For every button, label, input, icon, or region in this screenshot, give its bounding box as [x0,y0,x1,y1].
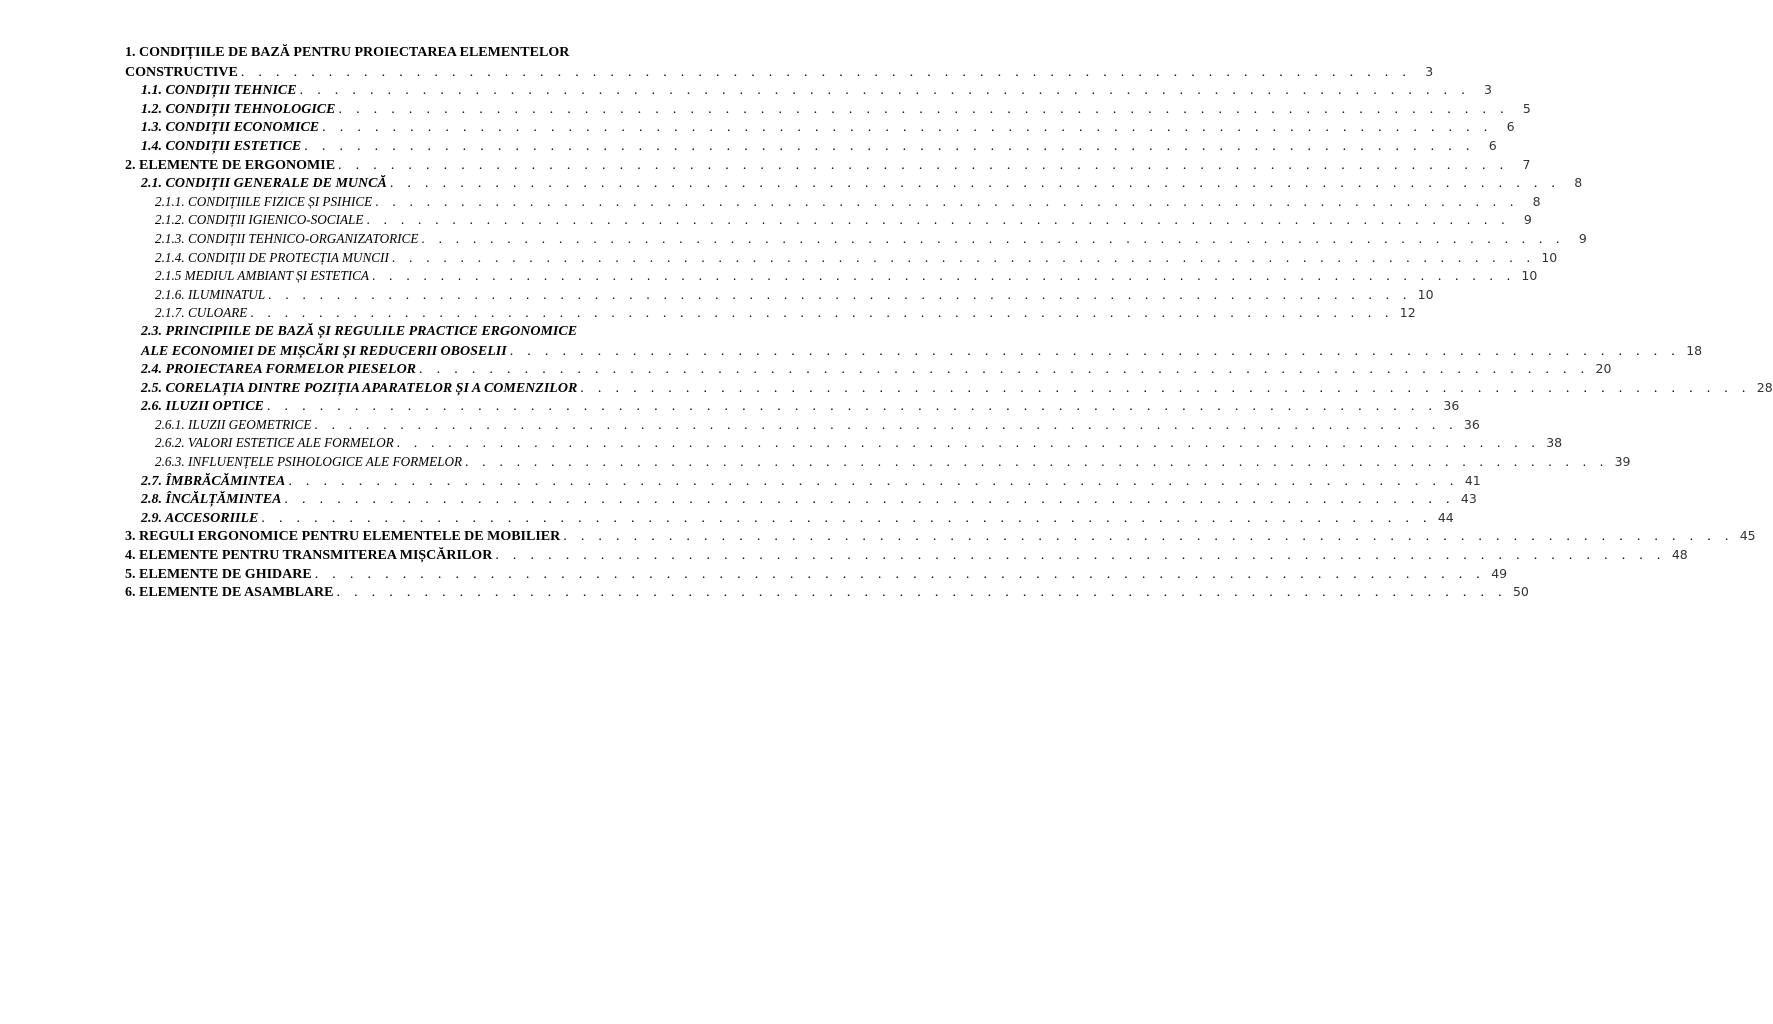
toc-entry-label: 2.6.2. VALORI ESTETICE ALE FORMELOR [155,435,394,451]
page-number: 6 [1488,137,1497,153]
dot-leader: . . . . . . . . . . . . . . . . . . . . . . . . . . . . . . . . . . . . . . . . . . . . . . . . . . . . . . . . . . . . . . . . . . . [391,249,1536,265]
toc-entry-label: 2. ELEMENTE DE ERGONOMIE [125,157,336,173]
page-number: 10 [1417,286,1434,302]
toc-entry-label: 2.1. CONDIȚII GENERALE DE MUNCĂ [141,176,387,192]
toc-entry[interactable] [125,546,1688,565]
toc-entry-label: 2.1.5 MEDIUL AMBIANT ȘI ESTETICA [155,268,369,284]
dot-leader: . . . . . . . . . . . . . . . . . . . . . . . . . . . . . . . . . . . . . . . . . . . . . . . . . . . . . . . . . . . . . . . . . . . [371,268,1516,284]
toc-entry-label: 2.4. PROIECTAREA FORMELOR PIESELOR [141,362,417,378]
toc-entry[interactable] [125,379,1773,398]
page-number: 9 [1523,212,1532,228]
page-number: 8 [1574,175,1583,191]
toc-entry[interactable] [125,174,1583,193]
page-number: 3 [1484,82,1492,98]
dot-leader: . . . . . . . . . . . . . . . . . . . . . . . . . . . . . . . . . . . . . . . . . . . . . . . . . . . . . . . . . . . . . . . . . . . [284,492,1455,508]
toc-entry-label: CONSTRUCTIVE [125,64,238,80]
page-number: 9 [1578,230,1587,246]
toc-entry-label: 2.1.3. CONDIȚII TEHNICO-ORGANIZATORICE [155,230,419,246]
dot-leader: . . . . . . . . . . . . . . . . . . . . . . . . . . . . . . . . . . . . . . . . . . . . . . . . . . . . . . . . . . . . . . . . . . . [314,566,1486,582]
dot-leader: . . . . . . . . . . . . . . . . . . . . . . . . . . . . . . . . . . . . . . . . . . . . . . . . . . . . . . . . . . . . . . . . . . . [366,212,1510,228]
page-number: 6 [1506,119,1515,135]
toc-entry-label: 3. REGULI ERGONOMICE PENTRU ELEMENTELE DE MOBILIER [125,529,561,545]
dot-leader: . . . . . . . . . . . . . . . . . . . . . . . . . . . . . . . . . . . . . . . . . . . . . . . . . . . . . . . . . . . . . . . . . . . [421,230,1565,246]
toc-entry-label: 1.2. CONDIȚII TEHNOLOGICE [141,101,336,117]
toc-entry[interactable] [125,565,1508,584]
page-number: 8 [1532,193,1541,209]
toc-entry[interactable] [125,490,1477,509]
dot-leader: . . . . . . . . . . . . . . . . . . . . . . . . . . . . . . . . . . . . . . . . . . . . . . . . . . . . . . . . . . . . . . . . . . . [338,101,1509,117]
dot-leader: . . . . . . . . . . . . . . . . . . . . . . . . . . . . . . . . . . . . . . . . . . . . . . . . . . . . . . . . . . . . . . . . . . . [299,83,1470,99]
dot-leader: . . . . . . . . . . . . . . . . . . . . . . . . . . . . . . . . . . . . . . . . . . . . . . . . . . . . . . . . . . . . . . . . . . . [322,120,1493,136]
page-number: 10 [1541,249,1558,265]
dot-leader: . . . . . . . . . . . . . . . . . . . . . . . . . . . . . . . . . . . . . . . . . . . . . . . . . . . . . . . . . . . . . . . . . . . [419,362,1590,378]
toc-entry-label: 1.1. CONDIȚII TEHNICE [141,83,297,99]
page-number: 39 [1614,454,1631,470]
dot-leader: . . . . . . . . . . . . . . . . . . . . . . . . . . . . . . . . . . . . . . . . . . . . . . . . . . . . . . . . . . . . . . . . . . . [336,585,1507,601]
page-number: 41 [1464,472,1481,488]
page-number: 38 [1546,435,1563,451]
toc-entry[interactable] [125,434,1563,453]
toc-entry[interactable] [125,193,1541,212]
dot-leader: . . . . . . . . . . . . . . . . . . . . . . . . . . . . . . . . . . . . . . . . . . . . . . . . . . . . . . . . . . . . . . . . . . . [389,176,1561,192]
toc-entry[interactable] [125,304,1416,323]
toc-entry-label: 1.4. CONDIȚII ESTETICE [141,138,302,154]
toc-entry-label: 2.6. ILUZII OPTICE [141,399,264,415]
toc-entry[interactable] [125,63,1434,82]
page-number: 36 [1443,398,1460,414]
toc-entry-label: 5. ELEMENTE DE GHIDARE [125,566,312,582]
dot-leader: . . . . . . . . . . . . . . . . . . . . . . . . . . . . . . . . . . . . . . . . . . . . . . . . . . . . . . . . . . . . . . . . . . . [495,548,1666,564]
dot-leader: . . . . . . . . . . . . . . . . . . . . . . . . . . . . . . . . . . . . . . . . . . . . . . . . . . . . . . . . . . . . . . . . . . . [314,416,1458,432]
toc-entry-label: 2.5. CORELAȚIA DINTRE POZIȚIA APARATELOR ȘI A COMENZILOR [141,380,578,396]
page-number: 18 [1686,342,1703,358]
toc-entry[interactable] [125,397,1460,416]
toc-entry-label: 2.1.4. CONDIȚII DE PROTECȚIA MUNCII [155,249,389,265]
dot-leader: . . . . . . . . . . . . . . . . . . . . . . . . . . . . . . . . . . . . . . . . . . . . . . . . . . . . . . . . . . . . . . . . . . . [288,473,1459,489]
dot-leader: . . . . . . . . . . . . . . . . . . . . . . . . . . . . . . . . . . . . . . . . . . . . . . . . . . . . . . . . . . . . . . . . . . . [338,157,1509,173]
dot-leader: . . . . . . . . . . . . . . . . . . . . . . . . . . . . . . . . . . . . . . . . . . . . . . . . . . . . . . . . . . . . . . . . . . . [261,510,1432,526]
page-number: 49 [1491,565,1508,581]
dot-leader: . . . . . . . . . . . . . . . . . . . . . . . . . . . . . . . . . . . . . . . . . . . . . . . . . . . . . . . . . . . . . . . . . . . [396,435,1541,451]
toc-entry-label: 2.1.7. CULOARE [155,305,248,321]
dot-leader: . . . . . . . . . . . . . . . . . . . . . . . . . . . . . . . . . . . . . . . . . . . . . . . . . . . . . . . . . . . . . . . . . . . [304,138,1475,154]
toc-entry[interactable] [125,453,1631,472]
toc-entry[interactable] [125,156,1531,175]
toc-entry-label: 6. ELEMENTE DE ASAMBLARE [125,585,334,601]
toc-entry[interactable] [125,118,1515,137]
toc-entry-label-line: 1. CONDIȚIILE DE BAZĂ PENTRU PROIECTAREA ELEMENTELOR [125,45,570,60]
toc-entry-label: ALE ECONOMIEI DE MIȘCĂRI ȘI REDUCERII OBOSELII [141,343,507,359]
page-number: 10 [1521,268,1538,284]
page-number: 3 [1425,63,1434,79]
toc-entry-label: 2.6.3. INFLUENȚELE PSIHOLOGICE ALE FORMELOR [155,454,463,470]
toc-entry[interactable] [125,342,1703,361]
dot-leader: . . . . . . . . . . . . . . . . . . . . . . . . . . . . . . . . . . . . . . . . . . . . . . . . . . . . . . . . . . . . . . . . . . . [465,454,1609,470]
toc-entry-label: 2.1.6. ILUMINATUL [155,286,266,302]
toc-entry-label: 1.3. CONDIȚII ECONOMICE [141,120,320,136]
toc-entry[interactable] [125,286,1434,305]
toc-entry-label: 2.1.1. CONDIȚIILE FIZICE ȘI PSIHICE [155,193,373,209]
page-number: 44 [1437,509,1454,525]
dot-leader: . . . . . . . . . . . . . . . . . . . . . . . . . . . . . . . . . . . . . . . . . . . . . . . . . . . . . . . . . . . . . . . . . . . [375,193,1519,209]
dot-leader: . . . . . . . . . . . . . . . . . . . . . . . . . . . . . . . . . . . . . . . . . . . . . . . . . . . . . . . . . . . . . . . . . . . [266,399,1438,415]
toc-entry[interactable] [125,137,1497,156]
dot-leader: . . . . . . . . . . . . . . . . . . . . . . . . . . . . . . . . . . . . . . . . . . . . . . . . . . . . . . . . . . . . . . . . . . . [563,529,1734,545]
page-number: 36 [1463,416,1480,432]
toc-entry-label: 2.7. ÎMBRĂCĂMINTEA [141,473,286,489]
toc-entry-label-line: 2.3. PRINCIPIILE DE BAZĂ ȘI REGULILE PRACTICE ERGONOMICE [141,323,578,339]
page-number: 20 [1595,361,1612,377]
table-of-contents [125,44,1773,602]
toc-entry[interactable] [125,81,1492,100]
toc-entry-label: 2.9. ACCESORIILE [141,510,259,526]
toc-entry[interactable] [125,527,1756,546]
page-number: 48 [1671,547,1688,563]
page-number: 50 [1512,584,1529,600]
toc-entry[interactable] [125,360,1612,379]
toc-entry[interactable] [125,267,1538,286]
page-number: 28 [1756,379,1773,395]
dot-leader: . . . . . . . . . . . . . . . . . . . . . . . . . . . . . . . . . . . . . . . . . . . . . . . . . . . . . . . . . . . . . . . . . . . [268,286,1412,302]
dot-leader: . . . . . . . . . . . . . . . . . . . . . . . . . . . . . . . . . . . . . . . . . . . . . . . . . . . . . . . . . . . . . . . . . . . [509,343,1681,359]
toc-entry[interactable] [125,509,1454,528]
toc-entry-label: 4. ELEMENTE PENTRU TRANSMITEREA MIȘCĂRILOR [125,548,493,564]
toc-entry-label: 2.6.1. ILUZII GEOMETRICE [155,416,312,432]
dot-leader: . . . . . . . . . . . . . . . . . . . . . . . . . . . . . . . . . . . . . . . . . . . . . . . . . . . . . . . . . . . . . . . . . . . [580,380,1751,396]
toc-entry[interactable] [125,583,1529,602]
toc-entry[interactable] [125,472,1481,491]
page-number: 45 [1739,528,1756,544]
toc-entry[interactable] [125,211,1532,230]
toc-entry-label: 2.1.2. CONDIȚII IGIENICO-SOCIALE [155,212,364,228]
dot-leader: . . . . . . . . . . . . . . . . . . . . . . . . . . . . . . . . . . . . . . . . . . . . . . . . . . . . . . . . . . . . . . . . . . . [240,64,1412,80]
page-number: 5 [1522,100,1531,116]
toc-entry-label: 2.8. ÎNCĂLȚĂMINTEA [141,492,282,508]
toc-entry[interactable] [125,230,1587,249]
page-number: 43 [1460,491,1477,507]
dot-leader: . . . . . . . . . . . . . . . . . . . . . . . . . . . . . . . . . . . . . . . . . . . . . . . . . . . . . . . . . . . . . . . . . . . [250,305,1394,321]
toc-entry[interactable] [125,416,1480,435]
page-number: 7 [1522,156,1531,172]
toc-entry[interactable] [125,249,1558,268]
page-number: 12 [1399,305,1416,321]
toc-entry[interactable] [125,100,1531,119]
